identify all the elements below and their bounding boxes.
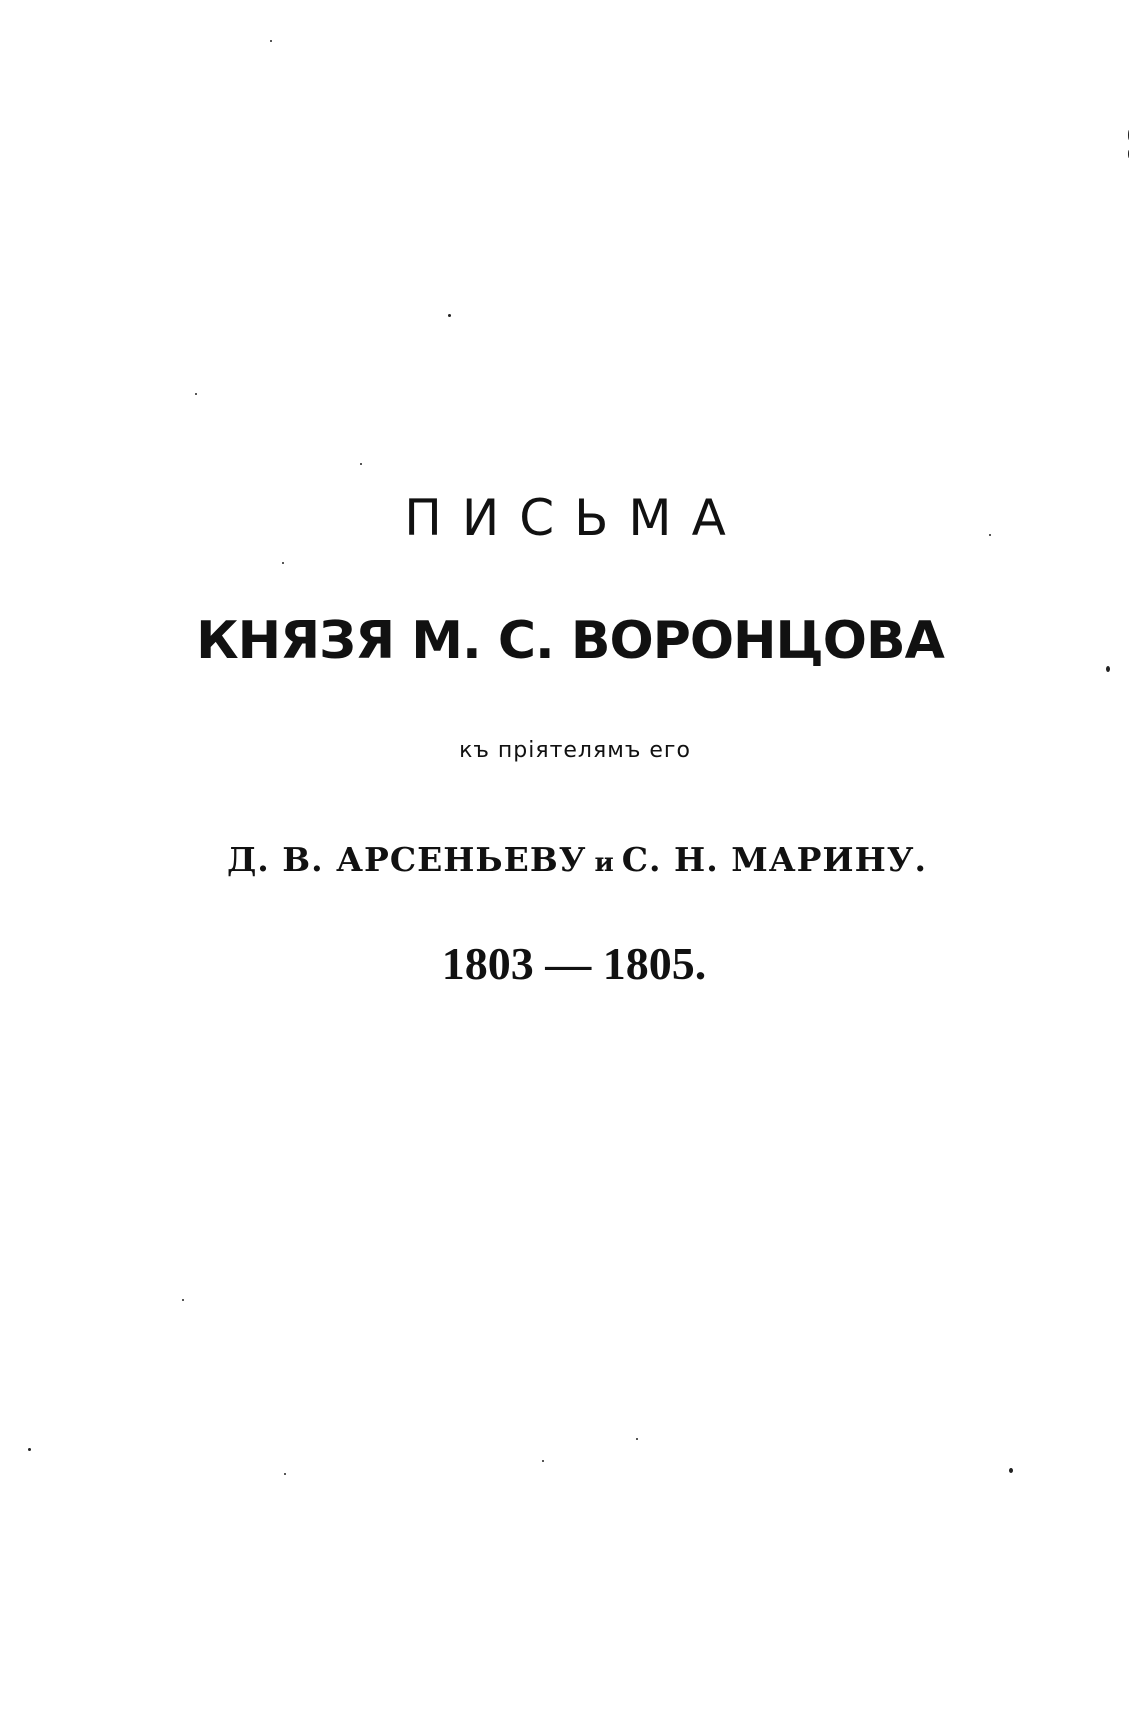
scan-speck xyxy=(1106,666,1110,672)
page-title: ПИСЬМА xyxy=(404,489,746,547)
scan-speck xyxy=(195,393,197,395)
scan-speck xyxy=(182,1299,184,1301)
years-range: 1803 — 1805. xyxy=(441,938,707,989)
scan-speck xyxy=(28,1448,31,1451)
recipient-arsenyev: Д. В. АРСЕНЬЕВУ xyxy=(226,840,587,879)
scan-speck xyxy=(284,1473,286,1475)
scan-speck xyxy=(636,1438,638,1440)
scan-speck xyxy=(1128,130,1129,140)
dedication-line: къ пріятелямъ его xyxy=(459,738,691,763)
recipients-line xyxy=(0,838,1140,885)
conjunction: и xyxy=(594,848,614,878)
scan-speck xyxy=(1009,1468,1013,1473)
scan-speck xyxy=(542,1460,544,1462)
scan-speck xyxy=(270,40,272,42)
scan-speck xyxy=(448,314,451,317)
scan-speck xyxy=(989,534,991,536)
scan-speck xyxy=(1128,150,1129,158)
scan-speck xyxy=(282,562,284,564)
author-line: КНЯЗЯ М. С. ВОРОНЦОВА xyxy=(196,611,944,671)
scan-speck xyxy=(360,463,362,465)
recipient-marin: С. Н. МАРИНУ. xyxy=(621,840,928,879)
